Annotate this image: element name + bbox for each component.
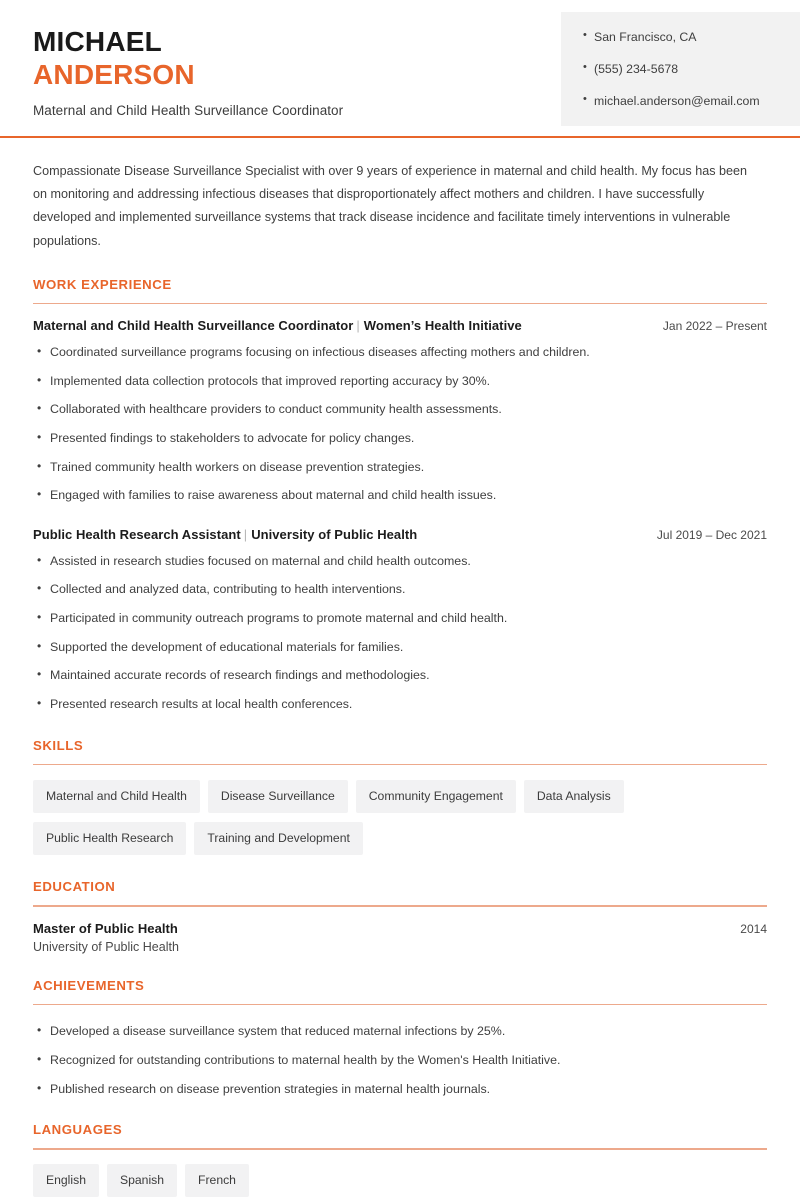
title-separator: |	[356, 318, 360, 334]
skills-chip-list	[33, 780, 767, 855]
bullet-item: • Collaborated with healthcare providers to conduct community health assessments.	[33, 400, 767, 419]
bullet-item: • Supported the development of educational materials for families.	[33, 638, 767, 657]
language-chip: English	[33, 1164, 99, 1197]
header-identity	[0, 0, 343, 118]
section-rule	[33, 905, 767, 907]
experience-company: Women’s Health Initiative	[363, 318, 522, 334]
section-title-languages: LANGUAGES	[33, 1122, 123, 1138]
experience-title	[33, 527, 417, 542]
experience-entry-head	[33, 527, 767, 542]
professional-summary: Compassionate Disease Surveillance Specialist with over 9 years of experience in maternal and child health. My focus has been on monitoring and addressing infectious diseases that disproportionately affect mothers and children. I have successfully developed and implemented surveillance systems that track disease incidence and facilitate timely interventions in vulnerable populations.	[33, 164, 748, 248]
contact-item-email[interactable]: • michael.anderson@email.com	[583, 93, 790, 110]
section-title-work-experience: WORK EXPERIENCE	[33, 276, 172, 292]
experience-entry	[33, 527, 767, 714]
experience-date: Jan 2022 – Present	[662, 319, 767, 334]
bullet-item: • Published research on disease prevention strategies in maternal health journals.	[33, 1080, 767, 1099]
contact-item-phone[interactable]: • (555) 234-5678	[583, 61, 790, 78]
bullet-item: • Collected and analyzed data, contributing to health interventions.	[33, 580, 767, 599]
experience-company: University of Public Health	[251, 526, 418, 542]
experience-title	[33, 318, 522, 333]
skill-chip: Data Analysis	[524, 780, 624, 813]
contact-panel	[561, 12, 800, 126]
section-education	[33, 879, 767, 954]
section-rule	[33, 303, 767, 305]
experience-bullets	[33, 343, 767, 505]
education-year: 2014	[740, 921, 767, 936]
contact-item-location: • San Francisco, CA	[583, 29, 790, 46]
bullet-item: • Recognized for outstanding contributions to maternal health by the Women's Health Initiative.	[33, 1051, 767, 1070]
bullet-item: • Participated in community outreach programs to promote maternal and child health.	[33, 609, 767, 628]
experience-bullets	[33, 552, 767, 714]
experience-role: Maternal and Child Health Surveillance Coordinator	[33, 318, 354, 334]
section-rule	[33, 1004, 767, 1006]
last-name: ANDERSON	[33, 58, 195, 90]
section-rule	[33, 1148, 767, 1150]
skill-chip: Public Health Research	[33, 822, 186, 855]
education-entry-head	[33, 921, 767, 936]
header-divider	[0, 136, 800, 138]
bullet-item: • Assisted in research studies focused on maternal and child health outcomes.	[33, 552, 767, 571]
experience-entry	[33, 318, 767, 505]
bullet-item: • Coordinated surveillance programs focusing on infectious diseases affecting mothers and children.	[33, 343, 767, 362]
section-title-achievements: ACHIEVEMENTS	[33, 977, 145, 993]
section-work-experience	[33, 277, 767, 714]
achievements-list	[33, 1022, 767, 1098]
languages-chip-list	[33, 1164, 767, 1197]
resume-header	[0, 0, 800, 136]
section-title-skills: SKILLS	[33, 737, 84, 753]
contact-list	[561, 29, 800, 111]
education-entry	[33, 921, 767, 954]
education-school: University of Public Health	[33, 939, 179, 954]
skill-chip: Disease Surveillance	[208, 780, 348, 813]
language-chip: French	[185, 1164, 249, 1197]
first-name: MICHAEL	[33, 26, 162, 57]
experience-date: Jul 2019 – Dec 2021	[656, 527, 767, 542]
resume-body	[0, 160, 800, 1197]
experience-role: Public Health Research Assistant	[33, 526, 241, 542]
bullet-item: • Engaged with families to raise awareness about maternal and child health issues.	[33, 486, 767, 505]
skill-chip: Community Engagement	[356, 780, 516, 813]
experience-entry-head	[33, 318, 767, 333]
bullet-item: • Implemented data collection protocols that improved reporting accuracy by 30%.	[33, 372, 767, 391]
bullet-item: • Maintained accurate records of research findings and methodologies.	[33, 666, 767, 685]
section-languages	[33, 1122, 767, 1197]
header-job-title: Maternal and Child Health Surveillance Coordinator	[33, 102, 344, 118]
bullet-item: • Trained community health workers on disease prevention strategies.	[33, 458, 767, 477]
bullet-item: • Presented research results at local health conferences.	[33, 695, 767, 714]
education-degree: Master of Public Health	[33, 920, 178, 936]
section-rule	[33, 764, 767, 766]
section-title-education: EDUCATION	[33, 879, 116, 895]
section-achievements	[33, 978, 767, 1098]
language-chip: Spanish	[107, 1164, 177, 1197]
skill-chip: Maternal and Child Health	[33, 780, 200, 813]
bullet-item: • Developed a disease surveillance system that reduced maternal infections by 25%.	[33, 1022, 767, 1041]
bullet-item: • Presented findings to stakeholders to advocate for policy changes.	[33, 429, 767, 448]
skill-chip: Training and Development	[194, 822, 363, 855]
title-separator: |	[243, 526, 248, 542]
section-skills	[33, 738, 767, 856]
